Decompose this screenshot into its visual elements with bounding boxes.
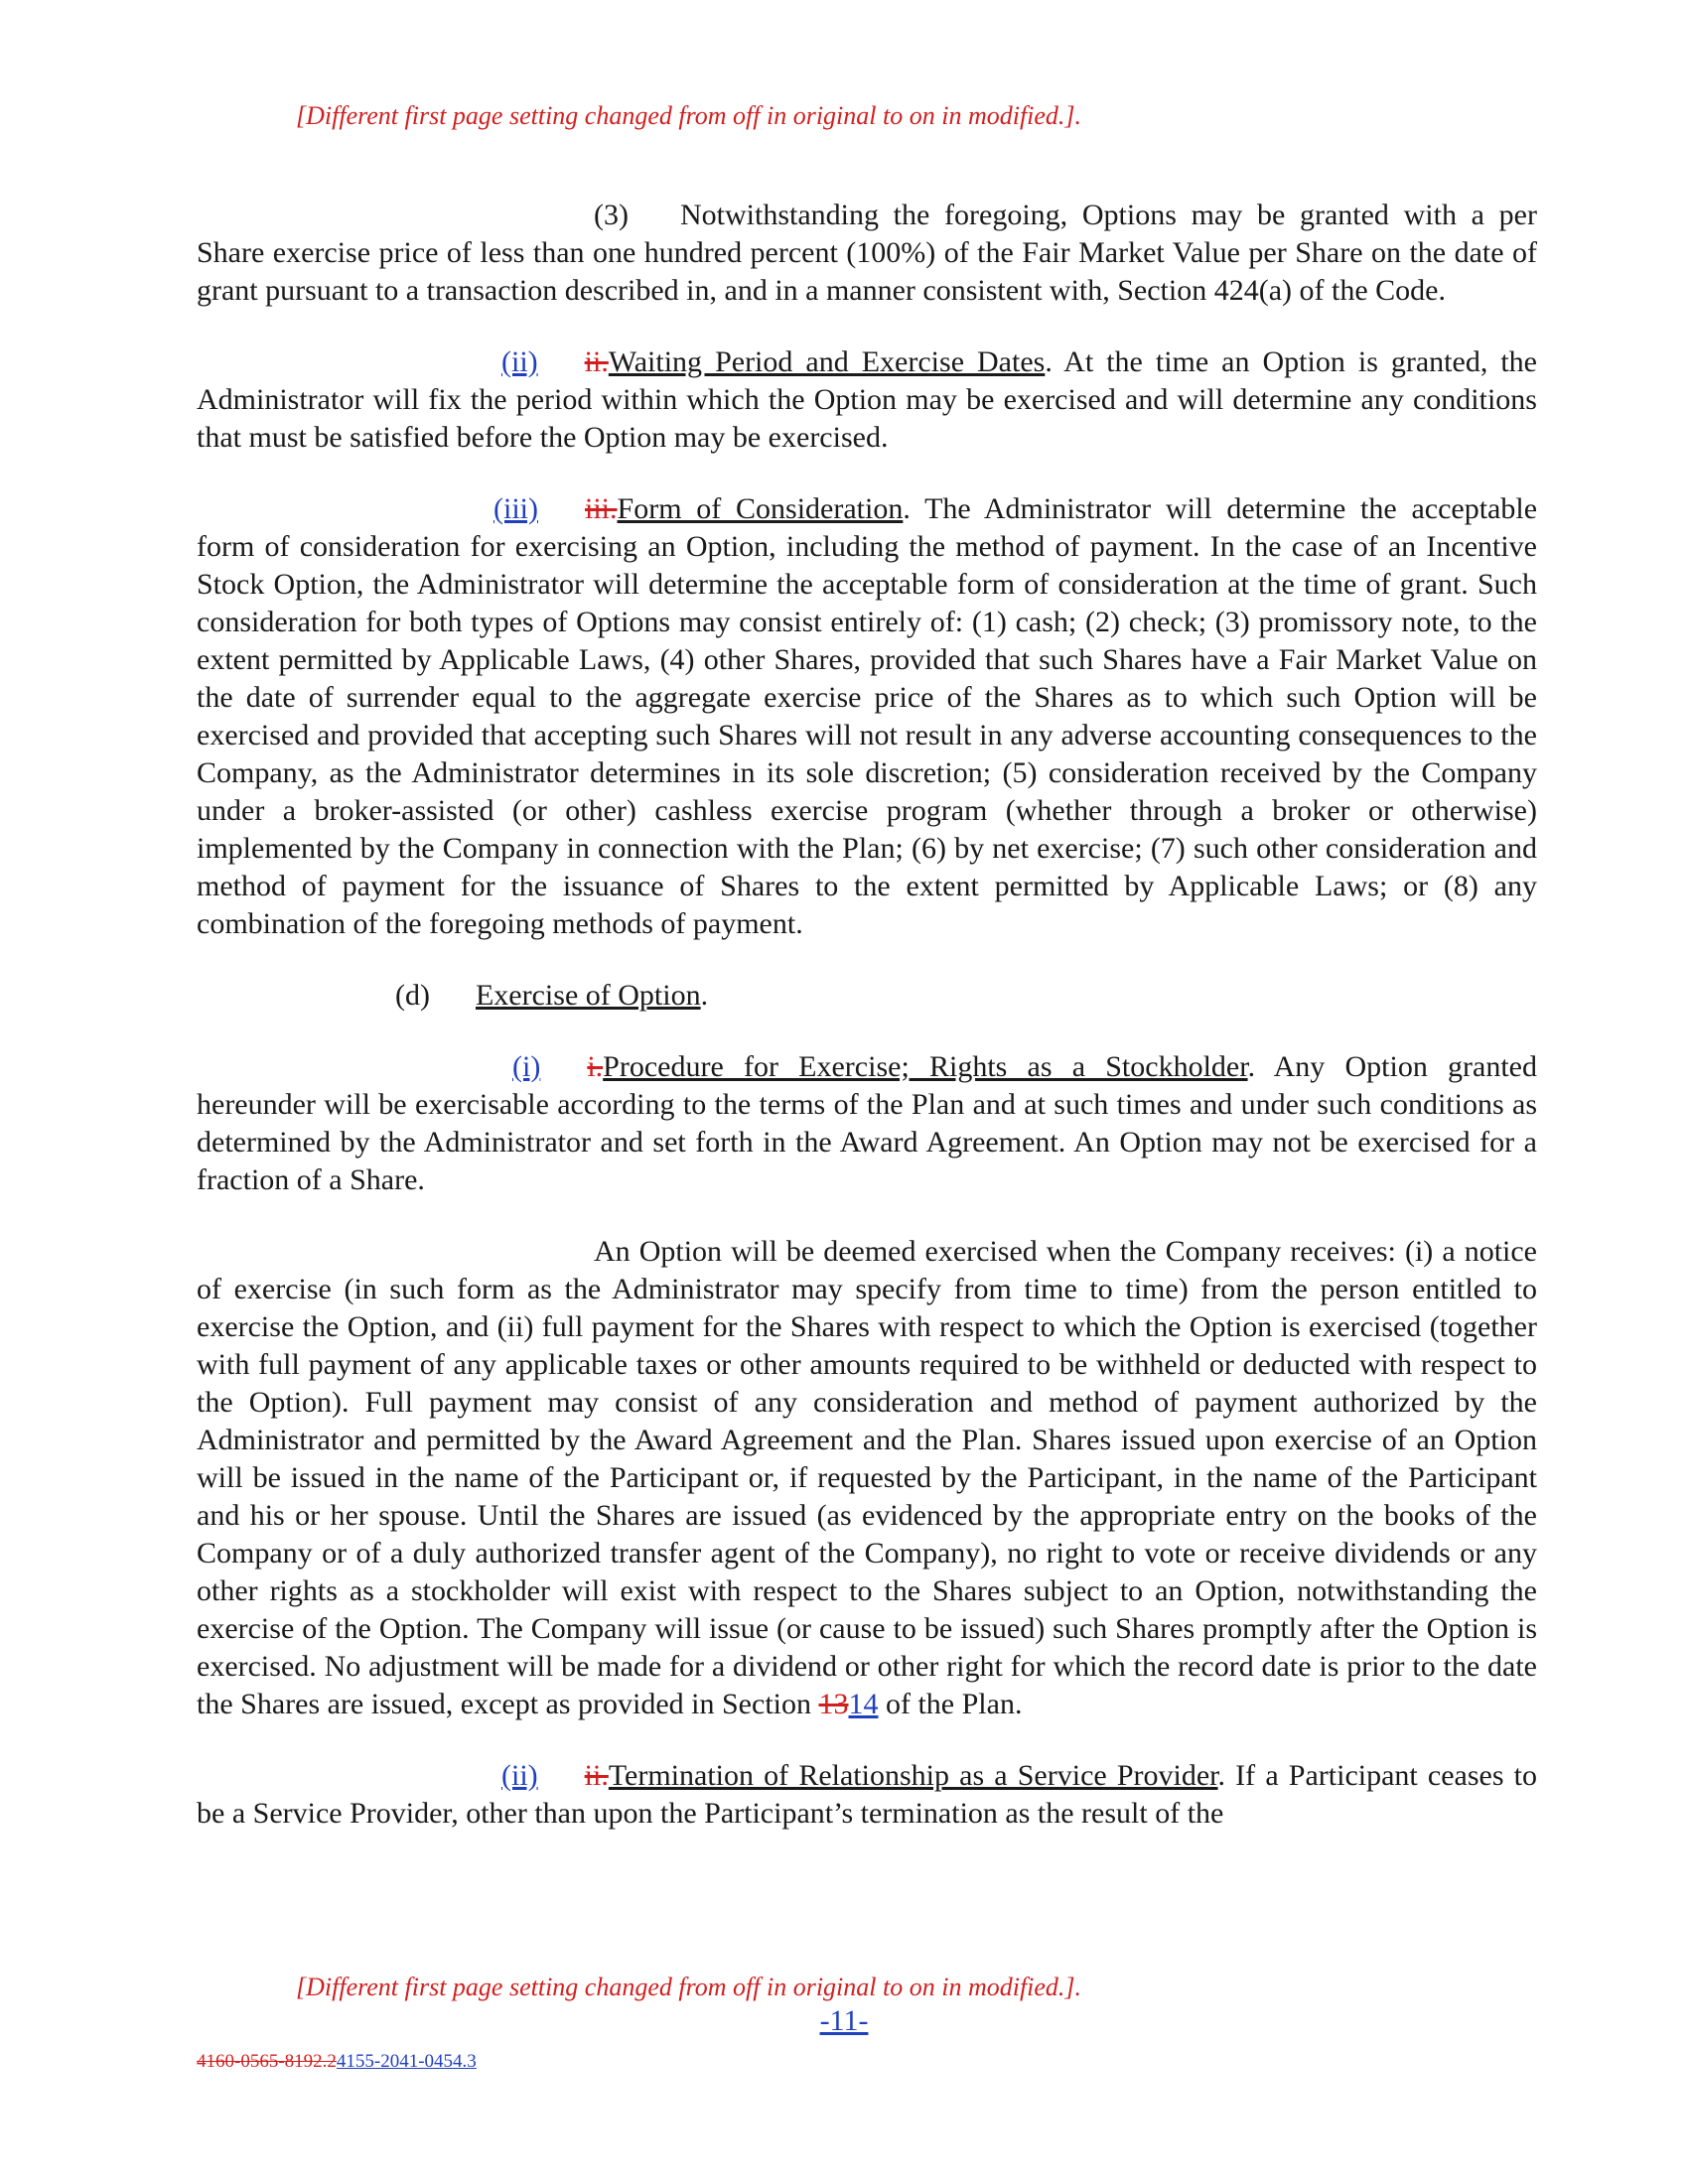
paragraph-3-text: Notwithstanding the foregoing, Options may be granted with a per Share exercise price of less than one hundred percent (100%) of the Fair Market Value per Share on the date of grant pursuant to a transaction described in, and in a manner consistent with, Section 424(a) of the Code.	[197, 199, 1537, 307]
paragraph-deemed-text: An Option will be deemed exercised when the Company receives: (i) a notice of exercise (in such form as the Administrator may specify from time to time) from the person entitled to exercise the Option, and (ii) full payment for the Shares with respect to which the Option is exercised (together with full payment of any applicable taxes or other amounts required to be withheld or deducted with respect to the Option). Full payment may consist of any consideration and method of payment authorized by the Administrator and permitted by the Award Agreement and the Plan. Shares issued upon exercise of an Option will be issued in the name of the Participant or, if requested by the Participant, in the name of the Participant and his or her spouse. Until the Shares are issued (as evidenced by the appropriate entry on the books of the Company or of a duly authorized transfer agent of the Company), no right to vote or receive dividends or any other rights as a stockholder will exist with respect to the Shares subject to an Option, notwithstanding the exercise of the Option. The Company will issue (or cause to be issued) such Shares promptly after the Option is exercised. No adjustment will be made for a dividend or other right for which the record date is prior to the date the Shares are issued, except as provided in Section	[197, 1235, 1537, 1720]
paragraph-ii-title: Waiting Period and Exercise Dates	[608, 345, 1046, 378]
paragraph-d-ii-text: . If a Participant ceases to be a Service Provider, other than upon the Participant’s termination as the result of the	[197, 1759, 1538, 1830]
paragraph-iii-new-number: (iii)	[493, 492, 538, 525]
paragraph-d-ii-termination	[197, 1757, 1537, 1833]
paragraph-iii-title: Form of Consideration	[617, 492, 904, 525]
paragraph-d-i-procedure	[197, 1048, 1537, 1199]
paragraph-deemed-end: of the Plan.	[878, 1688, 1023, 1720]
document-id-inserted: 4155-2041-0454.3	[336, 2051, 477, 2072]
paragraph-d-i-text: . Any Option granted hereunder will be exercisable according to the terms of the Plan and at such times and under such conditions as determined by the Administrator and set forth in the Award Agreement. An Option may not be exercised for a fraction of a Share.	[197, 1050, 1537, 1196]
paragraph-ii-new-number: (ii)	[501, 345, 538, 378]
paragraph-d-i-deleted-number: i.	[587, 1050, 604, 1083]
paragraph-ii-text: . At the time an Option is granted, the Administrator will fix the period within which the Option may be exercised and will determine any conditions that must be satisfied before the Option may be exercised.	[197, 345, 1537, 454]
paragraph-d-i-title: Procedure for Exercise; Rights as a Stockholder	[603, 1050, 1248, 1083]
paragraph-d-ii-new-number: (ii)	[501, 1759, 538, 1792]
paragraph-iii-consideration	[197, 490, 1537, 943]
paragraph-ii-waiting-period	[197, 343, 1537, 457]
paragraph-3-number: (3)	[594, 199, 629, 231]
paragraph-d-i-new-number: (i)	[512, 1050, 541, 1083]
paragraph-iii-text: . The Administrator will determine the acceptable form of consideration for exercising an Option, including the method of payment. In the case of an Incentive Stock Option, the Administrator will determine the acceptable form of consideration at the time of grant. Such consideration for both types of Options may consist entirely of: (1) cash; (2) check; (3) promissory note, to the extent permitted by Applicable Laws, (4) other Shares, provided that such Shares have a Fair Market Value on the date of surrender equal to the aggregate exercise price of the Shares as to which such Option will be exercised and provided that accepting such Shares will not result in any adverse accounting consequences to the Company, as the Administrator determines in its sole discretion; (5) consideration received by the Company under a broker-assisted (or other) cashless exercise program (whether through a broker or otherwise) implemented by the Company in connection with the Plan; (6) by net exercise; (7) such other consideration and method of payment for the issuance of Shares to the extent permitted by Applicable Laws; or (8) any combination of the foregoing methods of payment.	[197, 492, 1538, 940]
section-d-title: Exercise of Option	[475, 979, 701, 1012]
page-number: -11-	[819, 2004, 869, 2037]
document-body	[197, 197, 1537, 1866]
section-d-heading	[197, 977, 1537, 1015]
paragraph-d-ii-title: Termination of Relationship as a Service Provider	[608, 1759, 1218, 1792]
section-d-number: (d)	[395, 979, 430, 1012]
paragraph-ii-deleted-number: ii.	[584, 345, 609, 378]
paragraph-d-ii-deleted-number: ii.	[584, 1759, 609, 1792]
paragraph-deemed-inserted-section: 14	[848, 1688, 879, 1720]
paragraph-deemed-exercised	[197, 1233, 1537, 1723]
document-id-deleted: 4160-0565-8192.2	[197, 2051, 337, 2072]
paragraph-deemed-deleted-section: 13	[818, 1688, 849, 1720]
header-notice: [Different first page setting changed from off in original to on in modified.].	[296, 101, 1082, 130]
paragraph-3	[197, 197, 1537, 310]
paragraph-iii-deleted-number: iii.	[585, 492, 618, 525]
section-d-period: .	[700, 979, 709, 1012]
footer-notice: [Different first page setting changed from off in original to on in modified.].	[296, 1973, 1082, 2001]
document-id	[197, 2050, 477, 2074]
